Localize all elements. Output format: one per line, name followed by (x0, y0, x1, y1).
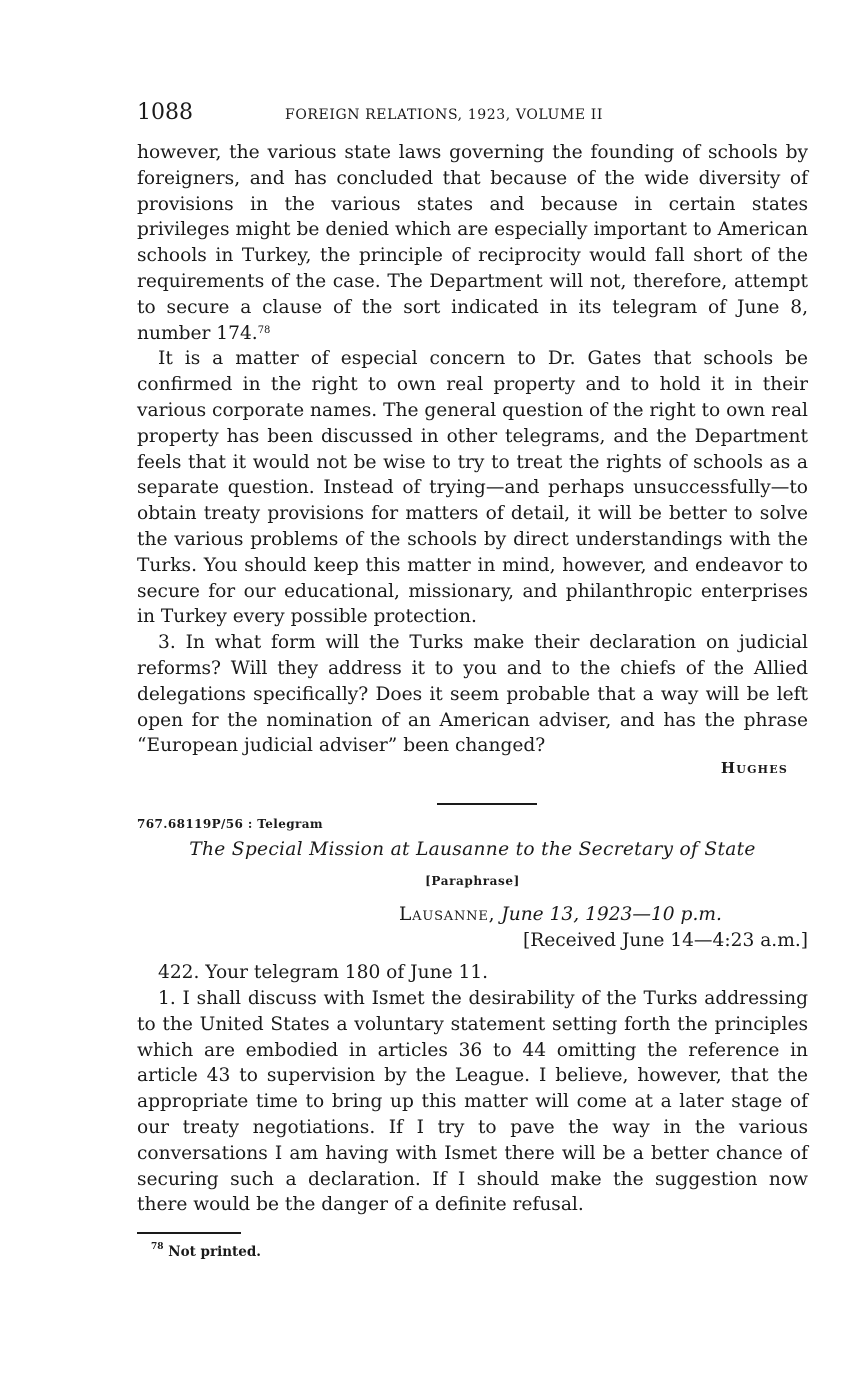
received-line: [Received June 14—4:23 a.m.] (523, 930, 808, 952)
paragraph-3: 3. In what form will the Turks make their declaration on judicial reforms? Will they address it to you and to the chiefs of the Allied delegations specifically? Does it seem probable that a way will be left open for the nomination of an American adviser, and has the phrase “European judicial adviser” been changed? (137, 632, 808, 757)
page-header (137, 100, 808, 140)
file-number: 767.68119P/56 : Telegram (137, 817, 324, 832)
paraphrase-note: [Paraphrase] (425, 874, 520, 889)
section-divider (437, 803, 537, 805)
footnote-reference: 78 (257, 324, 271, 336)
paragraph-1-text: however, the various state laws governing the founding of schools by foreigners, and has concluded that because of the wide diversity of provisions in the various states and because in certain states privileges might be denied which are especially important to American schools in Turkey, the principle of reciprocity would fall short of the requirements of the case. The Department will not, therefore, attempt to secure a clause of the sort indicated in its telegram of June 8, number 174. (137, 142, 808, 344)
paragraph-2: It is a matter of especial concern to Dr. Gates that schools be confirmed in the right to own real property and to hold it in their various corporate names. The general question of the right to own real property has been discussed in other telegrams, and the Department feels that it would not be wise to try to treat the rights of schools as a separate question. Instead of trying—and perhaps unsuccessfully—to obtain treaty provisions for matters of detail, it will be better to solve the various problems of the schools by direct understandings with the Turks. You should keep this matter in mind, however, and endeavor to secure for our educational, missionary, and philanthropic enterprises in Turkey every possible protection. (137, 348, 808, 628)
paragraph-4: 422. Your telegram 180 of June 11. (158, 962, 489, 984)
footnote-text: Not printed. (168, 1244, 261, 1261)
paragraph-5: 1. I shall discuss with Ismet the desirability of the Turks addressing to the United States a voluntary statement setting forth the principles which are embodied in articles 36 to 44 omitting the reference in article 43 to supervision by the League. I believe, however, that the appropriate time to bring up this matter will come at a later stage of our treaty negotiations. If I try to pave the way in the various conversations I am having with Ismet there will be a better chance of securing such a declaration. If I should make the suggestion now there would be the danger of a definite refusal. (137, 987, 808, 1216)
footnote-marker: 78 (151, 1242, 164, 1253)
signature: Hughes (720, 759, 788, 778)
document-title: The Special Mission at Lausanne to the Secretary of State (189, 839, 756, 861)
paragraph-1 (137, 140, 808, 346)
dateline-place: Lausanne, (399, 904, 496, 926)
running-title: FOREIGN RELATIONS, 1923, VOLUME II (285, 107, 604, 123)
page-number: 1088 (137, 100, 193, 125)
dateline (137, 902, 808, 928)
document-page (137, 100, 808, 1260)
dateline-date: June 13, 1923—10 p.m. (501, 904, 722, 926)
footnote (137, 1244, 808, 1260)
footnote-divider (137, 1232, 241, 1234)
